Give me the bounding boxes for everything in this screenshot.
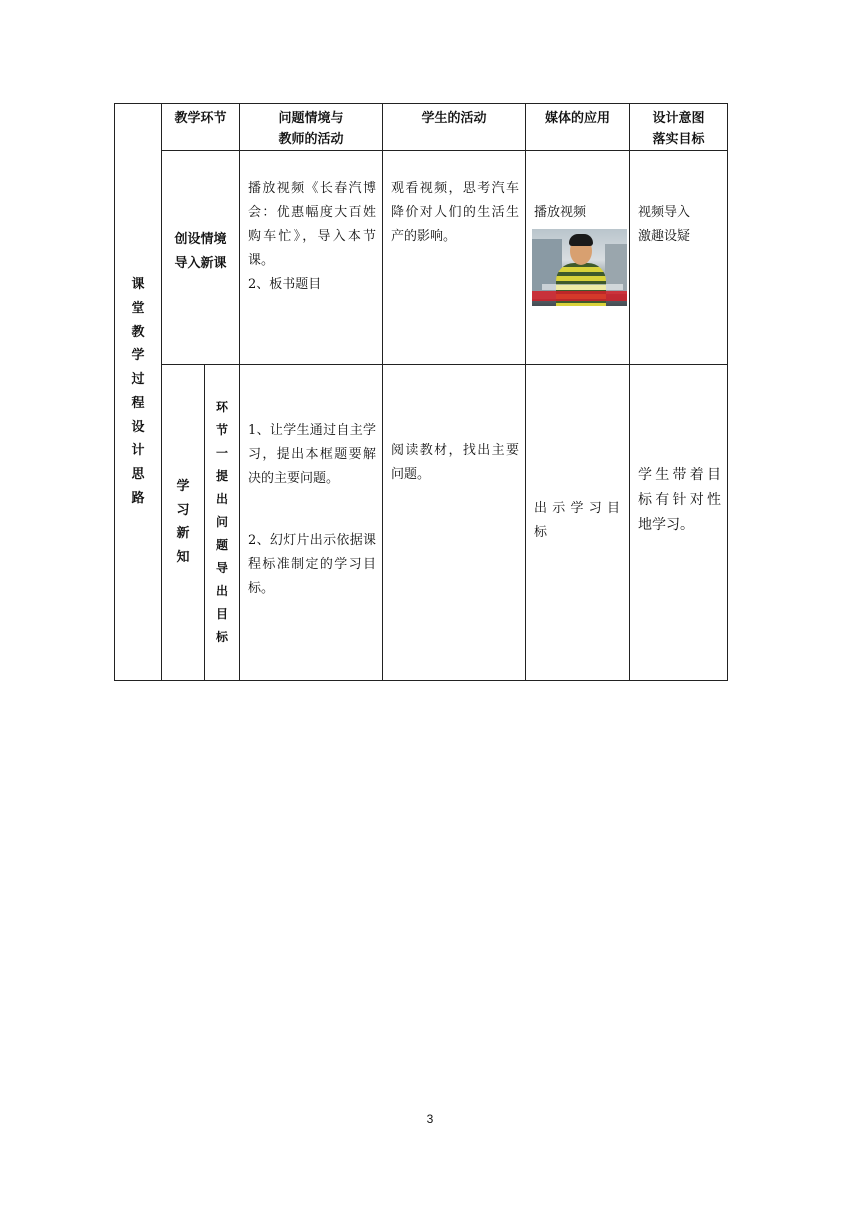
intro-stage-cell: 创设情境 导入新课 <box>162 151 240 365</box>
learning-teacher-item-2: 2、幻灯片出示依据课程标准制定的学习目标。 <box>248 533 377 596</box>
learning-media-cell <box>526 365 630 681</box>
learning-substage-cell <box>205 365 240 681</box>
header-row <box>115 104 728 151</box>
intro-student-cell <box>383 151 526 365</box>
learning-student-cell <box>383 365 526 681</box>
intro-teacher-item-2: 2、板书题目 <box>248 277 322 292</box>
lesson-plan-table <box>114 103 728 681</box>
intro-row <box>115 151 728 365</box>
intro-teacher-cell <box>240 151 383 365</box>
learning-intent-cell <box>630 365 728 681</box>
intro-media-cell <box>526 151 630 365</box>
learning-row <box>115 365 728 681</box>
intro-student-text: 观看视频，思考汽车降价对人们的生活生产的影响。 <box>391 181 520 244</box>
header-media: 媒体的应用 <box>526 104 630 151</box>
learning-student-text: 阅读教材，找出主要问题。 <box>391 443 520 482</box>
intro-intent-cell: 视频导入 激趣设疑 <box>630 151 728 365</box>
learning-substage: 环节一提出问题导出目标 <box>215 399 228 644</box>
side-label: 课堂教学过程设计思路 <box>131 276 145 507</box>
intro-media-text: 播放视频 <box>534 205 587 220</box>
header-stage: 教学环节 <box>162 104 240 151</box>
video-thumbnail-icon <box>532 229 627 306</box>
side-label-cell <box>115 104 162 681</box>
header-intent: 设计意图 落实目标 <box>630 104 728 151</box>
learning-teacher-item-1: 1、让学生通过自主学习，提出本框题要解决的主要问题。 <box>248 423 377 486</box>
header-teacher: 问题情境与 教师的活动 <box>240 104 383 151</box>
learning-intent-text: 学生带着目标有针对性地学习。 <box>638 467 722 533</box>
header-student: 学生的活动 <box>383 104 526 151</box>
intro-teacher-item-1: 播放视频《长春汽博会：优惠幅度大百姓购车忙》，导入本节课。 <box>248 181 377 268</box>
page-number: 3 <box>426 1112 434 1126</box>
learning-stage-cell <box>162 365 205 681</box>
learning-stage: 学习新知 <box>176 478 190 566</box>
learning-teacher-cell <box>240 365 383 681</box>
learning-media-text: 出示学习目标 <box>534 501 624 540</box>
